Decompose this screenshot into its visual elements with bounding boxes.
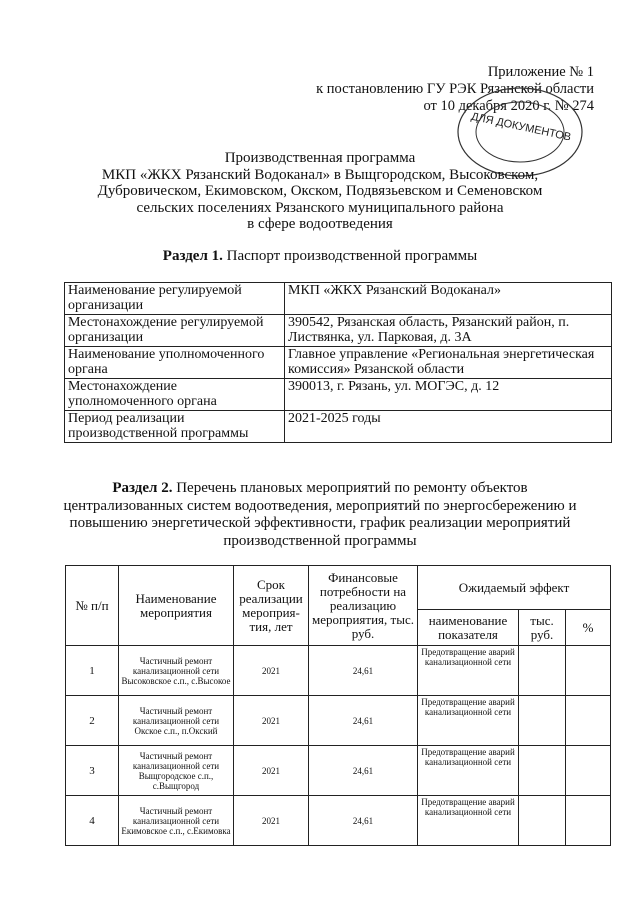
plan-percent (566, 796, 611, 846)
plan-row (66, 696, 611, 746)
appendix-title: Приложение № 1 (487, 64, 594, 80)
passport-row (65, 283, 612, 315)
plan-num: 1 (66, 646, 119, 696)
passport-key: Наименование уполномоченного органа (65, 347, 285, 379)
title-line-4: сельских поселениях Рязанского муниципального района (136, 199, 504, 216)
plan-name: Частичный ремонт канализационной сети Окское с.п., п.Окский (119, 696, 234, 746)
title-line-3: Дубровическом, Екимовском, Окском, Подвязьевском и Семеновском (97, 183, 543, 199)
plan-name: Частичный ремонт канализационной сети Выщгородское с.п., с.Выщгород (119, 746, 234, 796)
plan-row (66, 646, 611, 696)
passport-row (65, 315, 612, 347)
plan-thousand (519, 796, 566, 846)
header-effect: Ожидаемый эффект (418, 566, 611, 610)
plan-thousand (519, 746, 566, 796)
plan-num: 3 (66, 746, 119, 796)
section-1-heading (60, 248, 580, 265)
header-name: Наименование мероприятия (119, 566, 234, 646)
plan-year: 2021 (234, 646, 309, 696)
title-line-1: Производственная программа (224, 150, 416, 166)
plan-year: 2021 (234, 696, 309, 746)
header-finance: Финансовые потребности на реализацию мероприятия, тыс. руб. (309, 566, 418, 646)
plan-thousand (519, 696, 566, 746)
appendix-decree: к постановлению ГУ РЭК Рязанской области (316, 81, 594, 97)
plan-num: 4 (66, 796, 119, 846)
section-2-heading (60, 480, 580, 550)
passport-key: Наименование регулируемой организации (65, 283, 285, 315)
stamp-text: ДЛЯ ДОКУМЕНТОВ (470, 110, 573, 144)
plan-effect: Предотвращение аварий канализационной сети (418, 746, 519, 796)
passport-value: Главное управление «Региональная энергетическая комиссия» Рязанской области (285, 347, 612, 379)
plan-row (66, 796, 611, 846)
plan-cost: 24,61 (309, 796, 418, 846)
program-title (60, 150, 580, 233)
plan-effect: Предотвращение аварий канализационной сети (418, 646, 519, 696)
header-thousand: тыс. руб. (519, 610, 566, 646)
plan-year: 2021 (234, 796, 309, 846)
plan-row (66, 746, 611, 796)
section-1-label: Раздел 1. (162, 248, 223, 264)
plan-percent (566, 696, 611, 746)
plan-effect: Предотвращение аварий канализационной сети (418, 796, 519, 846)
passport-value: 390013, г. Рязань, ул. МОГЭС, д. 12 (285, 379, 612, 411)
passport-table (64, 282, 612, 443)
plan-percent (566, 746, 611, 796)
plan-percent (566, 646, 611, 696)
passport-key: Местонахождение уполномоченного органа (65, 379, 285, 411)
plan-effect: Предотвращение аварий канализационной сети (418, 696, 519, 746)
plan-name: Частичный ремонт канализационной сети Высоковское с.п., с.Высокое (119, 646, 234, 696)
plan-table (65, 565, 611, 846)
plan-cost: 24,61 (309, 646, 418, 696)
section-2-label: Раздел 2. (112, 480, 173, 496)
section-1-title: Паспорт производственной программы (226, 248, 478, 264)
plan-num: 2 (66, 696, 119, 746)
plan-cost: 24,61 (309, 696, 418, 746)
plan-thousand (519, 646, 566, 696)
passport-value: 2021-2025 годы (285, 411, 612, 443)
plan-name: Частичный ремонт канализационной сети Екимовское с.п., с.Екимовка (119, 796, 234, 846)
title-line-2: МКП «ЖКХ Рязанский Водоканал» в Выщгородском, Высоковском, (101, 166, 539, 183)
section-2-title: Перечень плановых мероприятий по ремонту объектов централизованных систем водоотведения, мероприятий по энергосбережению и повышению энергетической эффективности, график реализации мероприятий производственной программы (63, 480, 577, 549)
title-line-5: в сфере водоотведения (247, 216, 393, 232)
header-term: Срок реализации мероприя-тия, лет (234, 566, 309, 646)
appendix-date: от 10 декабря 2020 г. № 274 (423, 98, 594, 114)
passport-row (65, 347, 612, 379)
header-indicator: наименование показателя (418, 610, 519, 646)
passport-value: МКП «ЖКХ Рязанский Водоканал» (285, 283, 612, 315)
passport-value: 390542, Рязанская область, Рязанский район, п. Листвянка, ул. Парковая, д. 3А (285, 315, 612, 347)
header-num: № п/п (66, 566, 119, 646)
plan-cost: 24,61 (309, 746, 418, 796)
passport-key: Местонахождение регулируемой организации (65, 315, 285, 347)
plan-year: 2021 (234, 746, 309, 796)
passport-key: Период реализации производственной программы (65, 411, 285, 443)
passport-row (65, 379, 612, 411)
passport-row (65, 411, 612, 443)
header-percent: % (566, 610, 611, 646)
